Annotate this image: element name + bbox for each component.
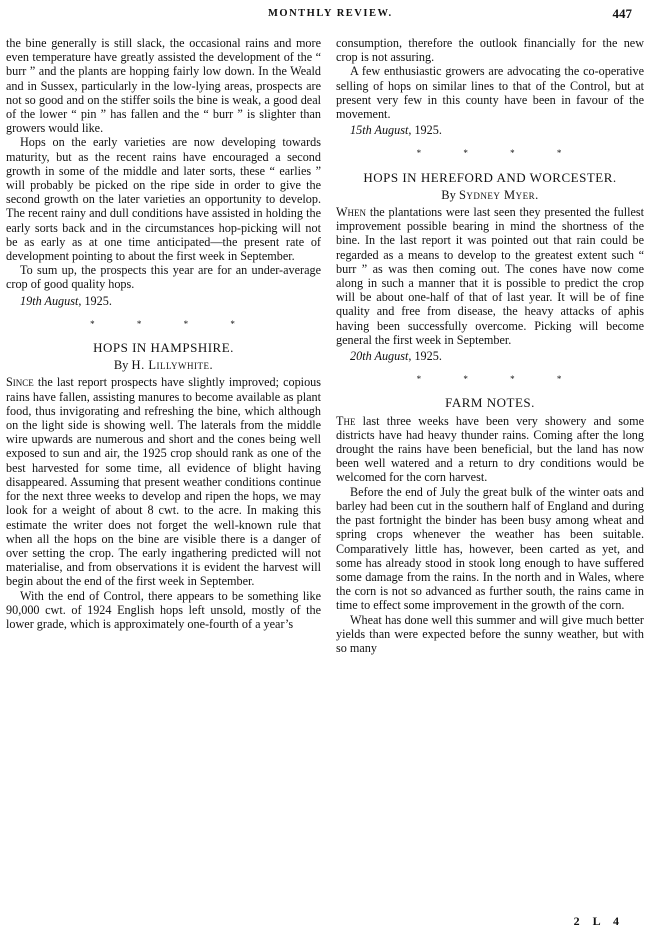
paragraph: Hops on the early varieties are now developing towards maturity, but as the recent rains have encouraged a second growth in some of the middle and later sorts, these “ earlies ” will probably be picked on the ripe side in order to give the second growth on the later varieties an opportunity to develop. The recent rainy and dull conditions have assisted in holding the early sorts back and in the circumstances hop-picking will not be as early as at one time anticipated—the present rate of development pointing to about the first week in September.	[6, 135, 321, 264]
paragraph	[336, 205, 644, 347]
opening-word: Since	[6, 375, 34, 390]
opening-word: When	[336, 205, 366, 220]
signature-mark: 2 L 4	[573, 914, 624, 928]
byline	[6, 358, 321, 372]
dateline: 15th August, 1925.	[350, 123, 442, 138]
section-title-farm-notes: FARM NOTES.	[445, 395, 535, 411]
dateline: 20th August, 1925.	[350, 349, 442, 364]
left-column	[6, 36, 321, 631]
paragraph-text: the plantations were last seen they presented the fullest improvement possible bearing in mind the shortness of the bine. In the last report it was pointed out that rain could be regarded as a means to develop to the greatest extent such “ burr ” as was then coming out. The cones have now come along in such a manner that it is possible to predict the crop will be about one-half of that of last year. It will be of fine quality and free from disease, the heavy attacks of aphis having been successfully overcome. Picking will become general the first week in September.	[336, 205, 645, 347]
date-text: 20th August	[350, 349, 409, 364]
author-name: H. Lillywhite.	[131, 358, 214, 373]
byline-prefix: By	[441, 187, 456, 202]
section-separator: * * * *	[416, 148, 582, 159]
dateline: 19th August, 1925.	[20, 293, 112, 308]
byline	[336, 188, 644, 202]
running-title: MONTHLY REVIEW.	[268, 8, 393, 19]
right-column	[336, 36, 644, 655]
date-year: 1925.	[414, 349, 442, 364]
date-text: 19th August	[20, 293, 79, 308]
date-year: 1925.	[414, 123, 442, 138]
paragraph: Wheat has done well this summer and will give much better yields than were expected before the sunny weather, but with so many	[336, 612, 644, 655]
section-title-hampshire: HOPS IN HAMPSHIRE.	[93, 340, 234, 356]
paragraph	[336, 414, 644, 485]
byline-prefix: By	[113, 358, 129, 373]
date-text: 15th August	[350, 123, 409, 138]
paragraph: With the end of Control, there appears to be something like 90,000 cwt. of 1924 English hops left unsold, mostly of the lower grade, which is approximately one-fourth of a year’s	[6, 588, 321, 631]
section-title-hereford: HOPS IN HEREFORD AND WORCESTER.	[363, 169, 617, 185]
paragraph	[6, 375, 321, 588]
running-header	[0, 6, 650, 22]
paragraph: Before the end of July the great bulk of the winter oats and barley had been cut in the southern half of England and during the past fortnight the binder has been busy among wheat and spring crops whenever the weather has been suitable. Comparatively little has, however, been carted as yet, and some has already stood in stook long enough to have suffered some damage from the rains. In the north and in Wales, where the corn is not so advanced as further south, the rains came in time to effect some improvement in the growth of the corn.	[336, 484, 644, 613]
page-number: 447	[612, 6, 632, 21]
opening-word: The	[336, 413, 356, 428]
paragraph: To sum up, the prospects this year are for an under-average crop of good quality hops.	[6, 263, 321, 292]
section-separator: * * * *	[90, 318, 255, 329]
date-year: 1925.	[84, 293, 112, 308]
paragraph: the bine generally is still slack, the occasional rains and more even temperature have greatly assisted the development of the “ burr ” and the plants are hopping fairly low down. In the Weald and in Sussex, particularly in the low-lying areas, prospects are not so good and on the stiffer soils the bine is weak, a good deal of the lower “ pin ” has fallen and the “ burr ” is slighter than growers would like.	[6, 36, 321, 136]
author-name: Sydney Myer.	[458, 187, 539, 202]
paragraph: A few enthusiastic growers are advocating the co-operative selling of hops on similar lines to that of the Control, but at present very few in this county have been in favour of the movement.	[336, 64, 644, 122]
paragraph-text: the last report prospects have slightly improved; copious rains have fallen, assisting manures to become available as plant food, thus invigorating and refreshing the bine, which although on the light side is showing well. The laterals from the middle wire upwards are numerous and short and the cones being well exposed to sun and air, the 1925 crop should rank as one of the best harvested for some time, all evidence of blight having disappeared. Assuming that present weather conditions continue for the next three weeks to develop and ripen the hops, we may look for a weight of about 8 cwt. to the acre. In making this estimate the writer does not forget the well-known rule that when all the hops on the bine are visible there is a danger of over setting the crop. The early ingathering predicted will not materialise, and from observations it is evident the harvest will begin about the end of the first week in September.	[6, 375, 322, 589]
paragraph: consumption, therefore the outlook financially for the new crop is not assuring.	[336, 36, 644, 65]
paragraph-text: last three weeks have been very showery and some districts have had heavy thunder rains. Coming after the long drought the rains have been beneficial, but the land has now been well watered and a return to dry conditions would be welcomed for the corn harvest.	[336, 413, 644, 485]
section-separator: * * * *	[416, 374, 582, 385]
